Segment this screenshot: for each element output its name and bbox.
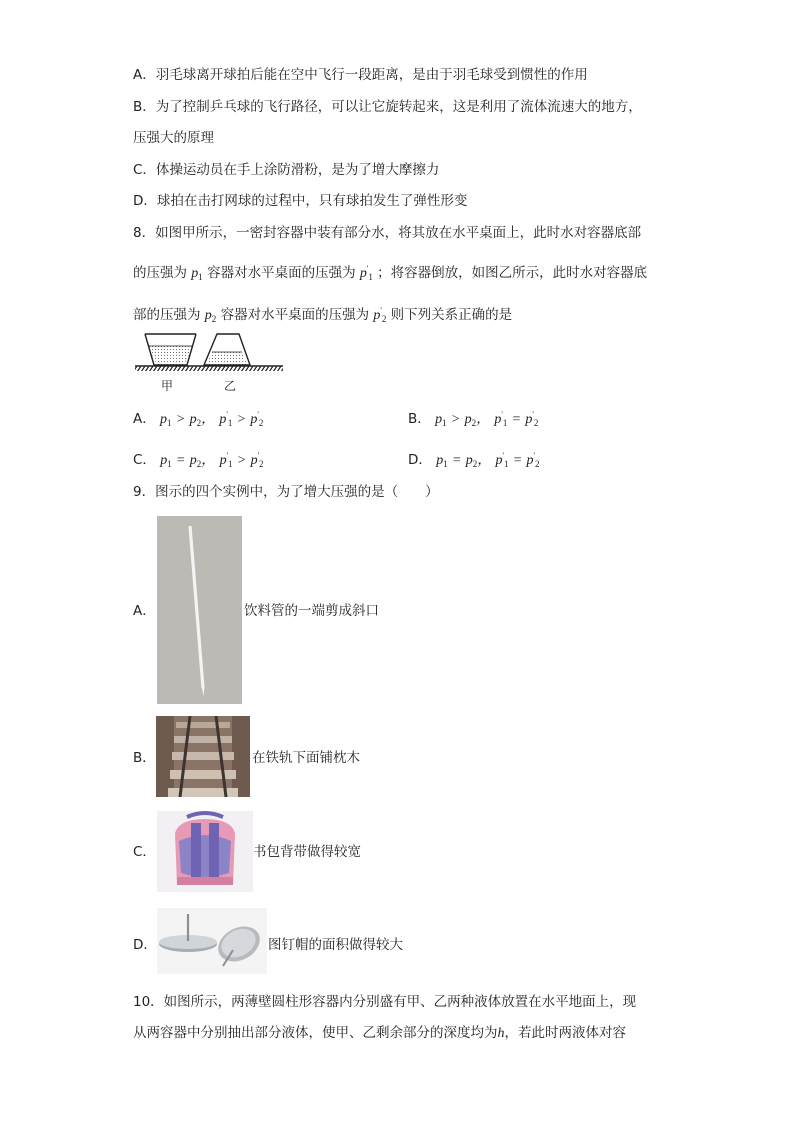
q8-container-figure <box>133 330 285 378</box>
q8-var-p2: $p_2$ <box>204 308 217 324</box>
q8-figure-label-right: 乙 <box>224 379 237 393</box>
q8-figure-label-left: 甲 <box>161 379 174 393</box>
q9-option-d-letter: D． <box>133 937 157 953</box>
q10-var-h: h <box>497 1026 505 1041</box>
q8-var-p2-prime: $p'_2$ <box>373 306 387 324</box>
q7-option-c: C．体操运动员在手上涂防滑粉，是为了增大摩擦力 <box>133 162 440 178</box>
q8-option-b: B． $p_1 > p_2$， $p'_1 = p'_2$ <box>408 410 539 428</box>
backpack-photo <box>157 811 253 892</box>
ground-hatching <box>135 366 283 371</box>
q9-option-d-caption: 图钉帽的面积做得较大 <box>268 937 403 953</box>
q7-option-d: D．球拍在击打网球的过程中，只有球拍发生了弹性形变 <box>133 193 468 209</box>
container-inverted-diagram <box>204 334 250 365</box>
q10-text: ，若此时两液体对容 <box>504 1025 626 1041</box>
q8-text: 则下列关系正确的是 <box>390 307 513 323</box>
q8-text: 的压强为 <box>133 265 187 281</box>
rail-track-photo <box>156 716 250 797</box>
q8-text: 容器对水平桌面的压强为 <box>207 265 356 281</box>
q8-option-a: A． $p_1 > p_2$， $p'_1 > p'_2$ <box>133 410 264 428</box>
q10-stem-line2 <box>133 1024 626 1043</box>
thumbtack-photo <box>157 908 267 974</box>
q9-option-b-letter: B． <box>133 750 156 766</box>
q8-text: ；将容器倒放，如图乙所示，此时水对容器底 <box>377 265 648 281</box>
q8-text: 部的压强为 <box>133 307 201 323</box>
q7-option-a: A．羽毛球离开球拍后能在空中飞行一段距离，是由于羽毛球受到惯性的作用 <box>133 67 588 83</box>
q8-option-c: C． $p_1 = p_2$， $p'_1 > p'_2$ <box>133 451 264 469</box>
q8-option-d: D． $p_1 = p_2$， $p'_1 = p'_2$ <box>408 451 540 469</box>
q9-stem: 9．图示的四个实例中，为了增大压强的是（ ） <box>133 484 439 500</box>
q9-option-c-caption: 书包背带做得较宽 <box>253 844 361 860</box>
q8-text: 容器对水平桌面的压强为 <box>220 307 370 323</box>
q9-option-a-letter: A． <box>133 603 156 619</box>
q7-option-b: B．为了控制乒乓球的飞行路径，可以让它旋转起来，这是利用了流体流速大的地方， <box>133 99 642 115</box>
q10-stem-line1: 10．如图所示，两薄壁圆柱形容器内分别盛有甲、乙两种液体放置在水平地面上，现 <box>133 994 637 1010</box>
q8-stem-line3 <box>133 302 512 328</box>
q8-var-p1-prime: $p'_1$ <box>359 264 373 282</box>
q10-text: 从两容器中分别抽出部分液体，使甲、乙剩余部分的深度均为 <box>133 1025 498 1041</box>
q7-option-b-cont: 压强大的原理 <box>133 130 214 146</box>
q8-stem-line1: 8．如图甲所示，一密封容器中装有部分水，将其放在水平桌面上，此时水对容器底部 <box>133 225 642 241</box>
q9-option-b-caption: 在铁轨下面铺枕木 <box>252 750 360 766</box>
container-upright-diagram <box>145 334 196 365</box>
q8-var-p1: $p_1$ <box>191 266 203 282</box>
straw-photo <box>157 516 242 704</box>
q9-option-c-letter: C． <box>133 844 156 860</box>
q8-stem-line2 <box>133 260 647 286</box>
q9-option-a-caption: 饮料管的一端剪成斜口 <box>244 603 379 619</box>
